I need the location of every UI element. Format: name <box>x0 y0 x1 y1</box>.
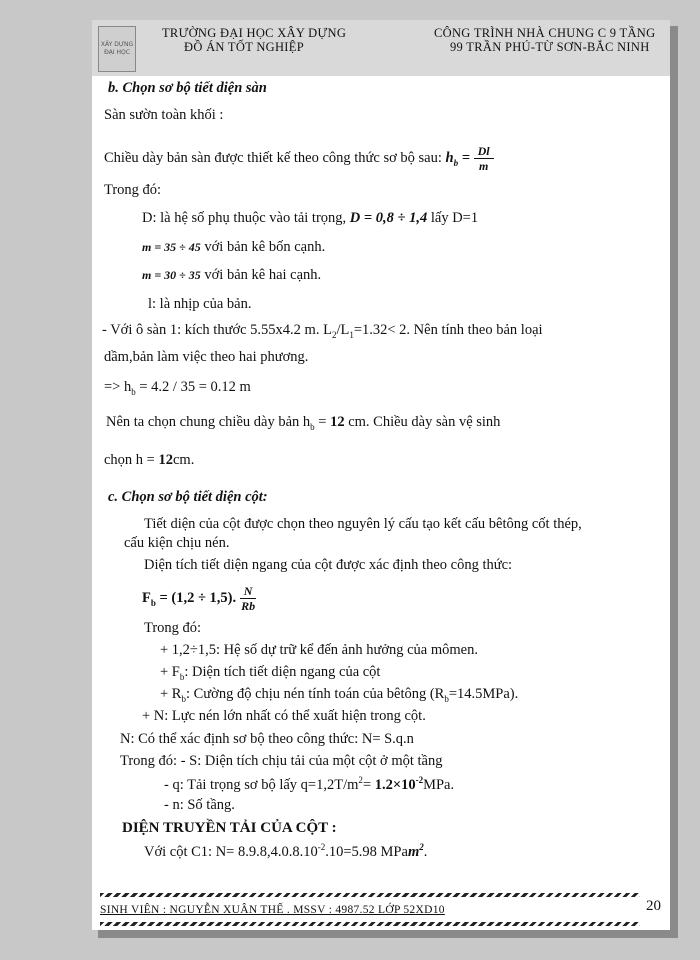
text-line: - q: Tải trọng sơ bộ lấy $q=1,2T/m^2= 1.2\times 10^{-2}MPa$. <box>164 775 455 793</box>
text-line: Trong đó: <box>104 182 162 198</box>
text-line: - Với ô sàn 1: kích thước 5.55x4.2 m. $L_2/L_1=1.32< 2$. Nên tính theo bản loại <box>102 322 543 340</box>
formula-d-range: D = 0,8 ÷ 1,4 <box>349 210 428 226</box>
text-line: Với cột C1: $N= 8.9.8,4.0.8.10^{-2}.10=5.98$ MPam$^2$. <box>144 842 428 860</box>
formula-m-range-4: m = 35 ÷ 45 <box>142 240 201 254</box>
text-line: Diện tích tiết diện ngang của cột được xác định theo công thức: <box>144 557 513 573</box>
text-line: Trong đó: - S: Diện tích chịu tải của một cột ở một tầng <box>120 753 443 769</box>
formula-hb: $h_b$ = <box>445 149 474 168</box>
text-line: chọn h = 12cm. <box>104 452 195 468</box>
unit-m2: $m^2$ <box>407 842 424 860</box>
formula-fb: $F_b = (1,2 \div 1,5)$. $\frac{N}{Rb}$ <box>142 584 256 613</box>
text-line: D: là hệ số phụ thuộc vào tải trọng, D = 0,8 ÷ 1,4 lấy D=1 <box>142 210 479 226</box>
text-line: dầm,bản làm việc theo hai phương. <box>104 349 309 365</box>
formula-m-range-2: m = 30 ÷ 35 <box>142 268 201 282</box>
text-line: + 1,2÷1,5: Hệ số dự trữ kể đến ảnh hưởng của mômen. <box>160 642 478 658</box>
page-header <box>92 20 670 76</box>
page-shadow-bottom <box>98 930 678 938</box>
text-line: Trong đó: <box>144 620 202 636</box>
footer-rule-top <box>100 893 640 897</box>
formula-q: $1.2\times 10^{-2}$ <box>374 775 424 793</box>
page-shadow-right <box>670 26 678 936</box>
text-line: + $R_b$: Cường độ chịu nén tính toán của bêtông $(R_b=14.5MPa)$. <box>160 686 519 704</box>
header-school-name: TRƯỜNG ĐẠI HỌC XÂY DỰNG <box>162 26 347 40</box>
section-c-title: c. Chọn sơ bộ tiết diện cột: <box>108 489 268 505</box>
footer-student-info: SINH VIÊN : NGUYỄN XUÂN THẾ . MSSV : 4987.52 LỚP 52XD10 <box>100 904 445 916</box>
section-b-title: b. Chọn sơ bộ tiết diện sàn <box>108 80 267 96</box>
text-line: m = 35 ÷ 45 với bản kê bốn cạnh. <box>142 239 326 255</box>
text-line: => $h_b = 4.2 / 35 = 0.12$ m <box>104 379 251 397</box>
text-line: cấu kiện chịu nén. <box>124 535 230 551</box>
text-line: - n: Số tầng. <box>164 797 235 813</box>
text-line: Chiều dày bản sàn được thiết kế theo công thức sơ bộ sau: $h_b$ = $\frac{Dl}{m}$ <box>104 144 494 173</box>
header-project-name: CÔNG TRÌNH NHÀ CHUNG C 9 TẦNG <box>434 26 656 40</box>
subheading: DIỆN TRUYỀN TẢI CỦA CỘT : <box>122 820 337 836</box>
university-logo: XÂY DỰNG ĐẠI HỌC <box>98 26 136 72</box>
text-line: Sàn sườn toàn khối : <box>104 107 224 123</box>
page-number: 20 <box>646 898 661 914</box>
text-line: Nên ta chọn chung chiều dày bản $h_b = 12$ cm. Chiều dày sàn vệ sinh <box>106 414 501 432</box>
fraction-n-rb: $\frac{N}{Rb}$ <box>241 584 256 613</box>
text-line: + $F_b$: Diện tích tiết diện ngang của cột <box>160 664 381 682</box>
text-line: Tiết diện của cột được chọn theo nguyên lý cấu tạo kết cấu bêtông cốt thép, <box>144 516 582 532</box>
text-line: N: Có thể xác định sơ bộ theo công thức: N= S.q.n <box>120 731 414 747</box>
header-project-type: ĐỒ ÁN TỐT NGHIỆP <box>184 40 304 54</box>
fraction-dl-m: $\frac{Dl}{m}$ <box>474 144 494 173</box>
text-line: l: là nhịp của bản. <box>148 296 252 312</box>
header-project-address: 99 TRẦN PHÚ-TỪ SƠN-BẮC NINH <box>450 40 650 54</box>
footer-rule-bottom <box>100 922 640 926</box>
text-line: + N: Lực nén lớn nhất có thể xuất hiện trong cột. <box>142 708 426 724</box>
text-line: m = 30 ÷ 35 với bản kê hai cạnh. <box>142 267 322 283</box>
